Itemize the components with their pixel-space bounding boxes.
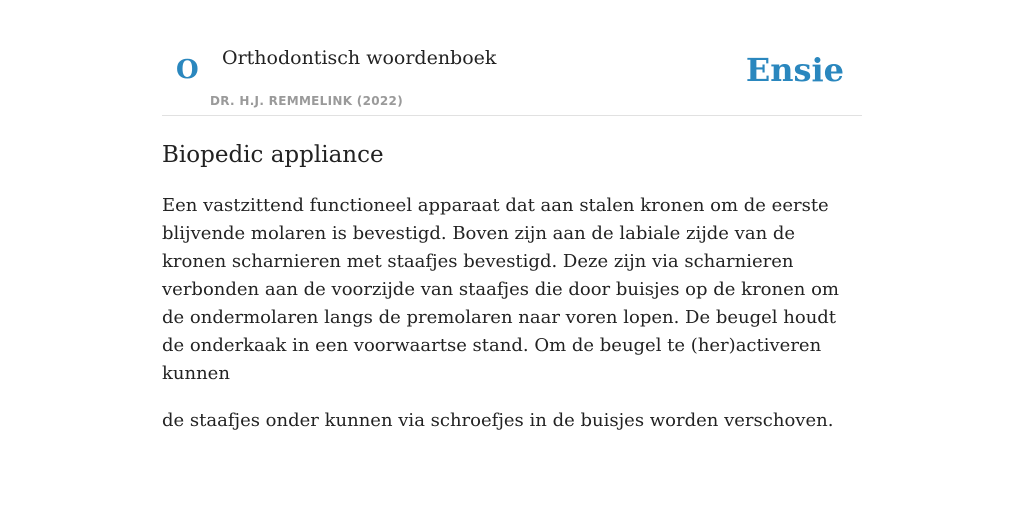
letter-index-link[interactable]: O bbox=[176, 55, 199, 85]
ensie-logo-link[interactable]: Ensie bbox=[745, 51, 844, 89]
dictionary-author: DR. H.J. REMMELINK (2022) bbox=[210, 94, 403, 108]
definition-paragraph: de staafjes onder kunnen via schroefjes in de buisjes worden verschoven. bbox=[162, 410, 834, 431]
entry-definition bbox=[162, 192, 862, 454]
dictionary-title-link[interactable]: Orthodontisch woordenboek bbox=[222, 47, 497, 69]
entry-title: Biopedic appliance bbox=[162, 142, 384, 168]
dictionary-header bbox=[162, 0, 862, 116]
definition-paragraph: Een vastzittend functioneel apparaat dat aan stalen kronen om de eerste blijvende molaren is bevestigd. Boven zijn aan de labiale zijde van de kronen scharnieren met staafjes bevestigd. Deze zijn via scharnieren verbonden aan de voorzijde van staafjes die door buisjes op de kronen om de ondermolaren langs de premolaren naar voren lopen. De beugel houdt de onderkaak in een voorwaartse stand. Om de beugel te (her)activeren kunnen bbox=[162, 195, 839, 384]
